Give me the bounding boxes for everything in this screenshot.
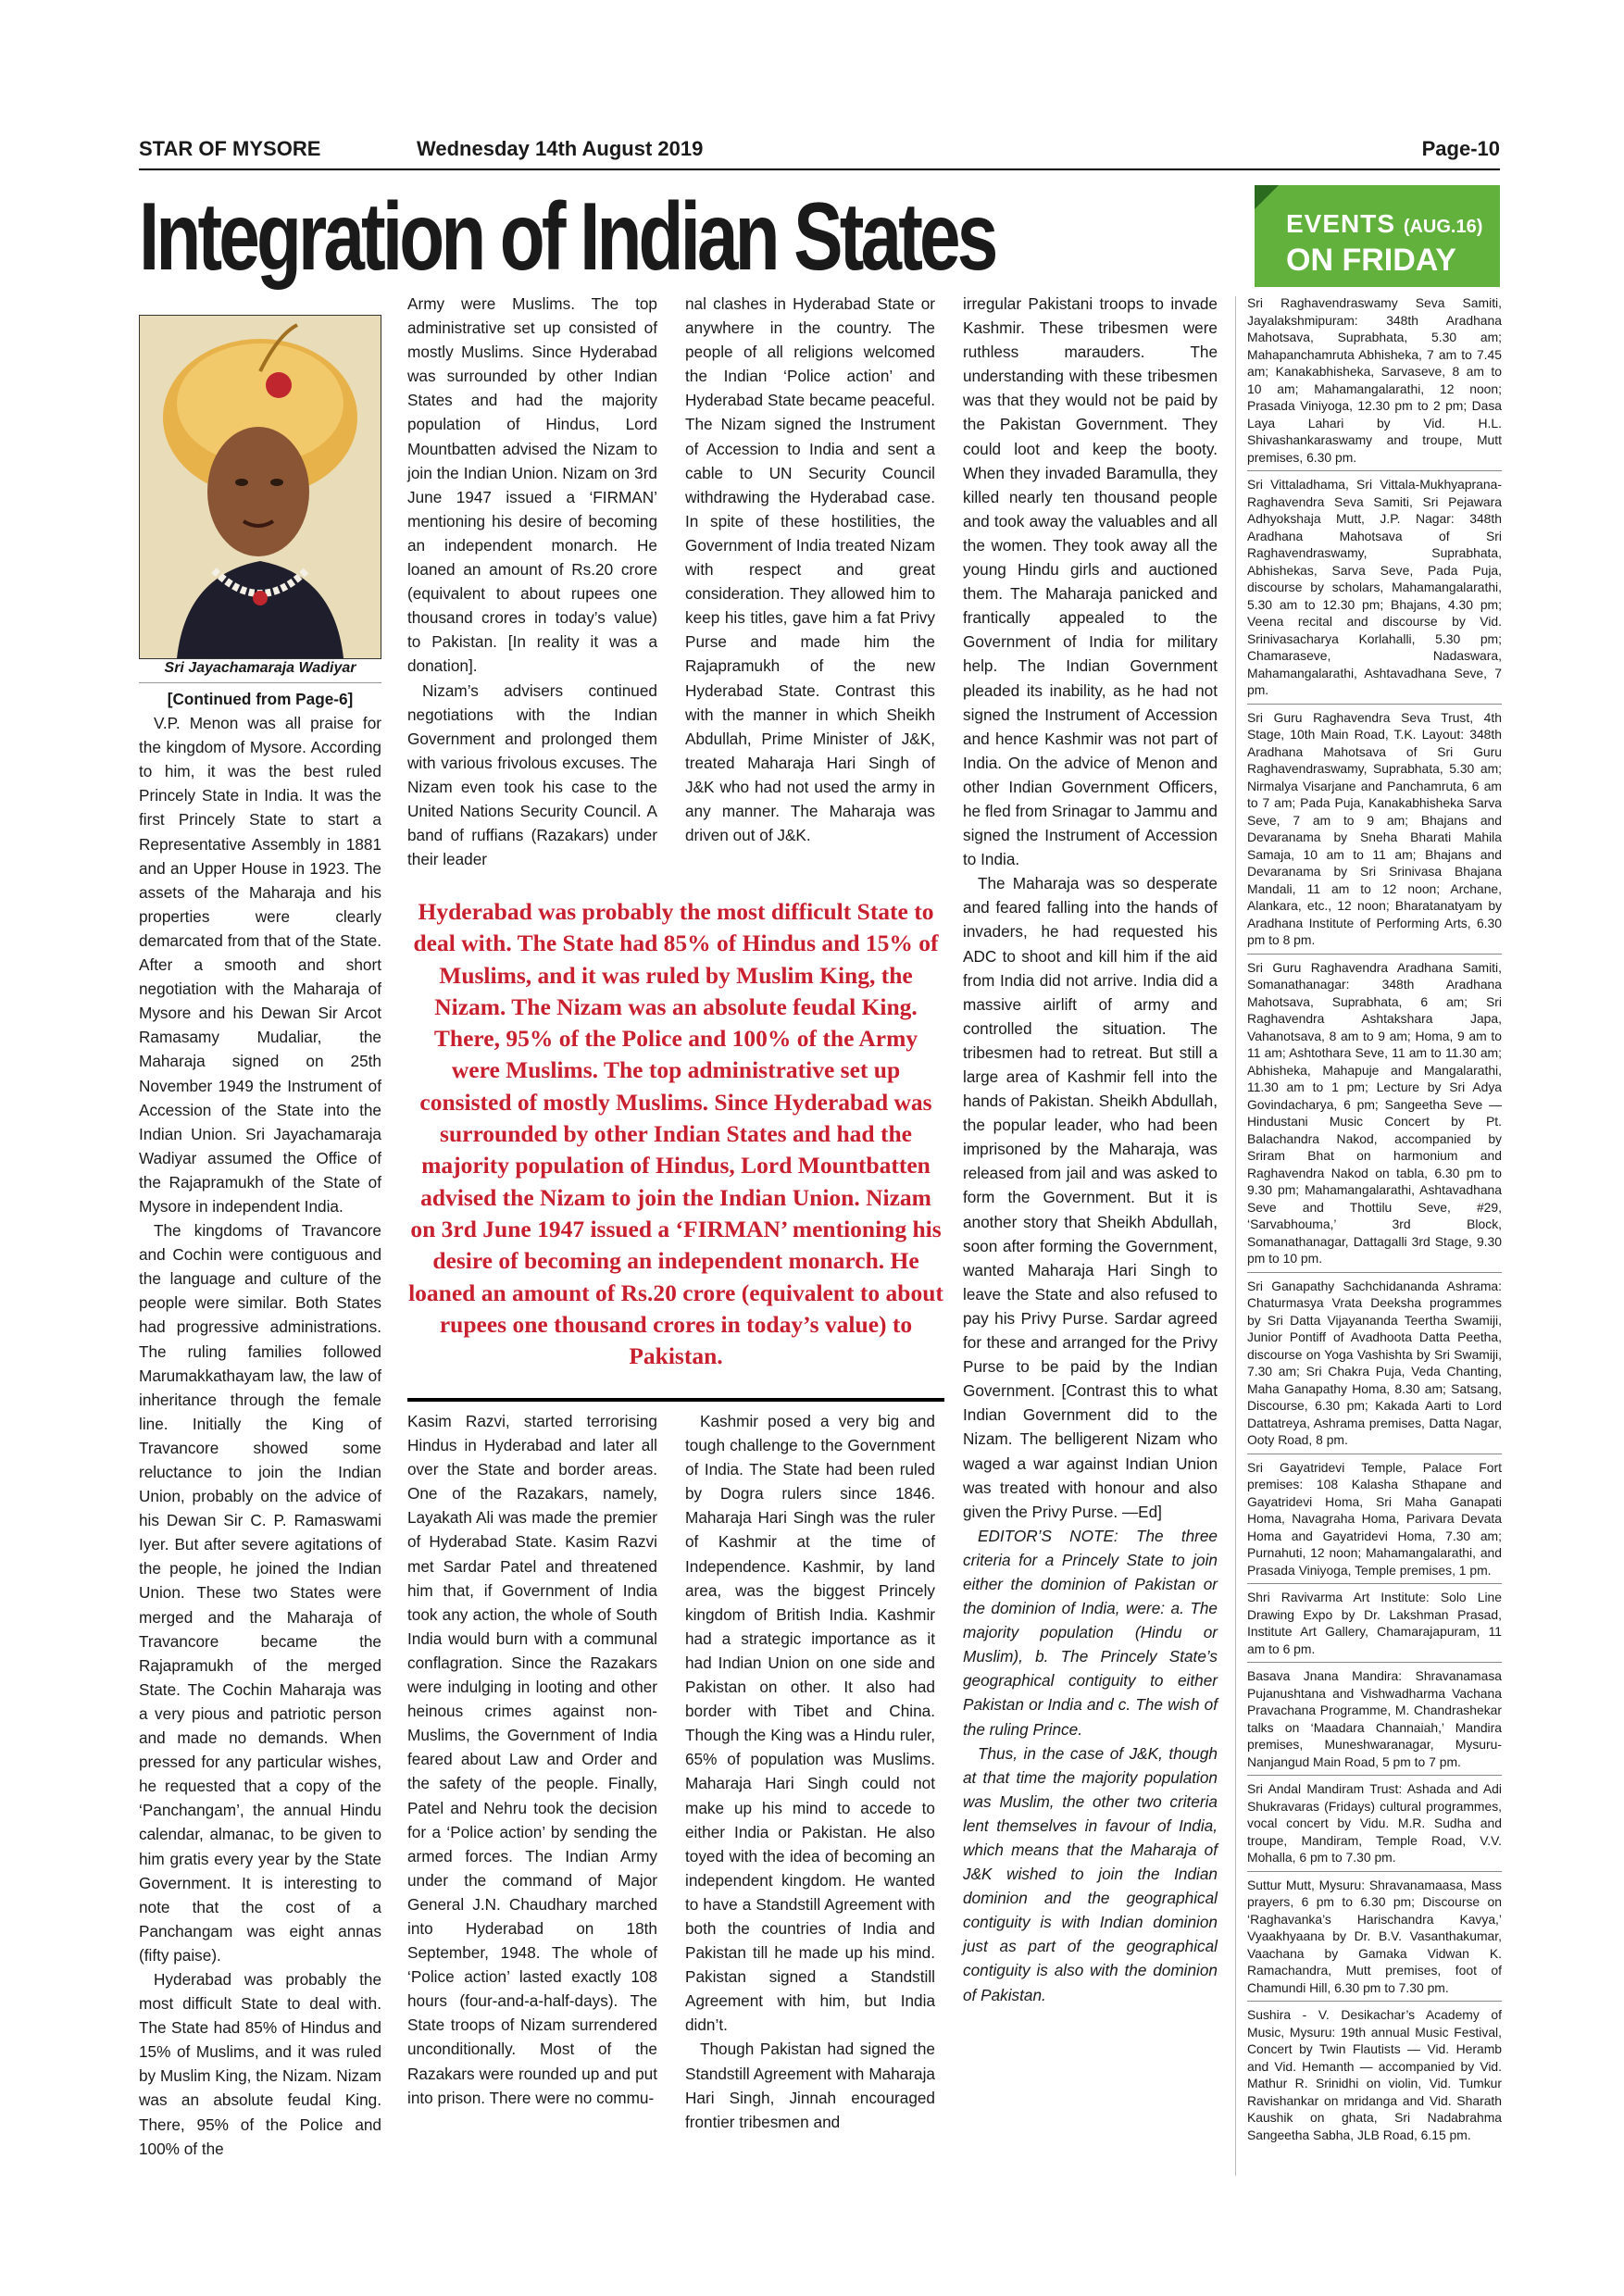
article-paragraph: Nizam’s advisers continued negotiations with the Indian Government and prolonged them with various frivolous excuses. The Nizam even took his case to the United Nations Security Council. A band of ruffians (Razakars) under their leader [407, 680, 657, 869]
events-divider [1235, 296, 1236, 2176]
pull-quote: Hyderabad was probably the most difficult State to deal with. The State had 85% of Hindus and 15% of Muslims, and it was ruled by Muslim King, the Nizam. The Nizam was an absolute feudal King. There, 95% of the Police and 100% of the Army were Muslims. The top administrative set up consisted of mostly Muslims. Since Hyderabad was surrounded by other Indian States and had the majority population of Hindus, Lord Mountbatten advised the Nizam to join the Indian Union. Nizam on 3rd June 1947 issued a ‘FIRMAN’ mentioning his desire of becoming an independent monarch. He loaned an amount of Rs.20 crore (equivalent to about rupees one thousand crores in today’s value) to Pakistan. [408, 898, 943, 1370]
article-paragraph: Hyderabad was probably the most difficult State to deal with. The State had 85% of Hindus and 15% of Muslims, and it was ruled by Muslim King, the Nizam. Nizam was an absolute feudal King. There, 95% of the Police and 100% of the [139, 1969, 381, 2158]
continuation-note: [Continued from Page-6] [167, 690, 354, 708]
events-day: ON FRIDAY [1286, 243, 1456, 278]
event-item: Sri Raghavendraswamy Seva Samiti, Jayalakshmipuram: 348th Aradhana Mahotsava, Suprabhata, 5.30 am; Mahapanchamruta Abhisheka, 7 am to 7.45 am; Kanakabhisheka, Sarvaseve, 8 am to 10 am; Mahamangalarathi, 12 noon; Prasada Viniyoga, 12.30 pm to 2 pm; Dasa Laya Lahari by Vid. H.L. Shivashankaraswamy and troupe, Mutt premises, 6.30 pm. [1247, 294, 1502, 471]
article-paragraph: The Maharaja was so desperate and feared falling into the hands of invaders, he had requested his ADC to shoot and kill him if the aid from India did not arrive. India did a massive airlift of army and controlled the situation. The tribesmen had to retreat. But still a large area of Kashmir fell into the hands of Pakistan. Sheikh Abdullah, the popular leader, who had been imprisoned by the Maharaja, was released from jail and was asked to form the Government. But it is another story that Sheikh Abdullah, soon after forming the Government, wanted Maharaja Hari Singh to leave the State and also refused to pay his Privy Purse. Sardar agreed for these and arranged for the Privy Purse to be paid by the Indian Government. [Contrast this to what Indian Government did to the Nizam. The belligerent Nizam who waged a war against Indian Union was treated with honour and also given the Privy Purse. —Ed] [963, 874, 1218, 1521]
column-3-top [685, 292, 935, 847]
column-4 [963, 292, 1218, 2007]
editors-note: EDITOR’S NOTE: The three criteria for a Princely State to join either the dominion of Pakistan or the dominion of India, were: a. The majority population (Hindu or Muslim), b. The Princely State’s geographical contiguity to either Pakistan or India and c. The wish of the ruling Prince. [963, 1526, 1218, 1739]
column-2-bottom [407, 1409, 657, 2110]
event-item: Sushira - V. Desikachar’s Academy of Music, Mysuru: 19th annual Music Festival, Concert by Twin Flautists — Vid. Heramb and Vid. Hemanth — accompanied by Vid. Mathur R. Srinidhi on violin, Vid. Tumkur Ravishankar on mridanga and Vid. Sharath Kaushik on ghata, Sri Nadabrahma Sangeetha Sabha, JLB Road, 6.15 pm. [1247, 2007, 1502, 2142]
event-item: Sri Gayatridevi Temple, Palace Fort premises: 108 Kalasha Sthapane and Gayatridevi Homa, Sri Maha Ganapati Homa, Navagraha Homa, Parivara Devata Homa and Gayatridevi Homa, 7.30 am; Purnahuti, 12 noon; Mahamangalarathi, and Prasada Viniyoga, Temple premises, 1 pm. [1247, 1459, 1502, 1585]
page-number: Page-10 [1421, 137, 1500, 160]
event-item: Sri Vittaladhama, Sri Vittala-Mukhyaprana-Raghavendra Seva Samiti, Sri Pejawara Adhyokshaja Mutt, J.P. Nagar: 348th Aradhana Mahotsava of Sri Raghavendraswamy, Suprabhata, Abhishekas, Sarva Seve, Pada Puja, discourse by scholars, Mahamangalarathi, 5.30 am to 12.30 pm; Bhajans, 4.30 pm; Veena recital and discourse by Vid. Srinivasacharya Korlahalli, 5.30 pm; Chamaraseve, Nadaswara, Mahamangalarathi, Ashtavadhana Seve, 7 pm. [1247, 476, 1502, 705]
newspaper-name: STAR OF MYSORE [139, 137, 321, 160]
column-1 [139, 687, 381, 2161]
article-paragraph: V.P. Menon was all praise for the kingdom of Mysore. According to him, it was the best ruled Princely State in India. It was the first Princely State to start a Representative Assembly in 1881 and an Upper House in 1923. The assets of the Maharaja and his properties were clearly demarcated from that of the State. After a smooth and short negotiation with the Maharaja of Mysore and his Dewan Sir Arcot Ramasamy Mudaliar, the Maharaja signed on 25th November 1949 the Instrument of Accession of the State into the Indian Union. Sri Jayachamaraja Wadiyar assumed the Office of the Rajapramukh of the State of Mysore in independent India. [139, 714, 381, 1216]
masthead-rule [139, 168, 1500, 170]
article-paragraph: Thus, in the case of J&K, though at that time the majority population was Muslim, the other two criteria lent themselves in favour of India, which means that the Maharaja of J&K wished to join the Indian dominion and the geographical contiguity is with Indian dominion just as part of the geographical contiguity is also with the dominion of Pakistan. [963, 1743, 1218, 2004]
article-paragraph: Though Pakistan had signed the Standstill Agreement with Maharaja Hari Singh, Jinnah encouraged frontier tribesmen and [685, 2040, 935, 2131]
headline: Integration of Indian States [139, 183, 995, 291]
article-paragraph: Kashmir posed a very big and tough challenge to the Government of India. The State had been ruled by Dogra rulers since 1846. Maharaja Hari Singh was the ruler of Kashmir at the time of Independence. Kashmir, by land area, was the biggest Princely kingdom of British India. Kashmir had a strategic importance as it had Indian Union on one side and Pakistan on other. It also had border with Tibet and China. Though the King was a Hindu ruler, 65% of population was Muslims. Maharaja Hari Singh could not make up his mind to accede to either India or Pakistan. He also toyed with the idea of becoming an independent kingdom. He wanted to have a Standstill Agreement with both the countries of India and Pakistan till he made up his mind. Pakistan signed a Standstill Agreement with him, but India didn’t. [685, 1412, 935, 2035]
events-banner [1255, 185, 1500, 287]
event-item: Sri Guru Raghavendra Aradhana Samiti, Somanathanagar: 348th Aradhana Mahotsava, Suprabhata, 6 am; Sri Raghavendra Ashtakshara Japa, Vahanotsava, 8 am to 9 am; Homa, 9 am to 11 am; Ashtothara Seve, 11 am to 11.30 am; Abhisheka, Mahapuje and Mangalarathi, 11.30 am to 1 pm; Lecture by Sri Adya Govindacharya, 6 pm; Sangeetha Seve — Hindustani Music Concert by Pt. Balachandra Nakod, accompanied by Sriram Bhat on harmonium and Raghavendra Nakod on tabla, 6.30 pm to 9.30 pm; Mahamangalarathi, Ashtavadhana Seve and Thottilu Seve, #29, ‘Sarvabhouma,’ 3rd Block, Somanathanagar, Dattagalli 3rd Stage, 9.30 pm to 10 pm. [1247, 959, 1502, 1273]
article-paragraph: Kasim Razvi, started terrorising Hindus in Hyderabad and later all over the State and border areas. One of the Razakars, namely, Layakath Ali was made the premier of Hyderabad State. Kasim Razvi met Sardar Patel and threatened him that, if Government of India took any action, the whole of South India would burn with a communal conflagration. Since the Razakars were indulging in looting and other heinous crimes against non-Muslims, the Government of India feared about Law and Order and the safety of the people. Finally, Patel and Nehru took the decision for a ‘Police action’ by sending the armed forces. The Indian Army under the command of Major General J.N. Chaudhary marched into Hyderabad on 18th September, 1948. The whole of ‘Police action’ lasted exactly 108 hours (four-and-a-half-days). The State troops of Nizam surrendered unconditionally. Most of the Razakars were rounded up and put into prison. There were no commu- [407, 1412, 657, 2107]
masthead [139, 137, 1500, 168]
article-paragraph: The kingdoms of Travancore and Cochin were contiguous and the language and culture of the people were similar. Both States had progressive administrations. The ruling families followed Marumakkathayam law, the law of inheritance through the female line. Initially the King of Travancore showed some reluctance to join the Indian Union, probably on the advice of his Dewan Sir C. P. Ramaswami Iyer. But after severe agitations of the people, he joined the Indian Union. These two States were merged and the Maharaja of Travancore became the Rajapramukh of the merged State. The Cochin Maharaja was a very pious and patriotic person and made no demands. When pressed for any particular wishes, he requested that a copy of the ‘Panchangam’, the annual Hindu calendar, almanac, to be given to him gratis every year by the State Government. It is interesting to note that the cost of a Panchangam was eight annas (fifty paise). [139, 1221, 381, 1965]
column-3-bottom [685, 1409, 935, 2134]
issue-date: Wednesday 14th August 2019 [417, 137, 704, 160]
portrait-photo [139, 315, 381, 659]
article-paragraph: Army were Muslims. The top administrative set up consisted of mostly Muslims. Since Hyderabad was surrounded by other Indian States and had the majority population of Hindus, Lord Mountbatten advised the Nizam to join the Indian Union. Nizam on 3rd June 1947 issued a ‘FIRMAN’ mentioning his desire of becoming an independent monarch. He loaned an amount of Rs.20 crore (equivalent to about rupees one thousand crores in today’s value) to Pakistan. [In reality it was a donation]. [407, 294, 657, 676]
event-item: Sri Ganapathy Sachchidananda Ashrama: Chaturmasya Vrata Deeksha programmes by Sri Datta Vijayananda Teertha Swamiji, Junior Pontiff of Avadhoota Datta Peetha, discourse on Yoga Vashishta by Sri Swamiji, 7.30 am; Sri Chakra Puja, Veda Chanting, Maha Ganapathy Homa, 8.30 am; Satsang, Discourse, 6.30 pm; Kakada Aarti to Lord Dattatreya, Ashrama premises, Datta Nagar, Ooty Road, 8 pm. [1247, 1278, 1502, 1454]
events-label: EVENTS (AUG.16) [1286, 209, 1483, 238]
portrait-caption: Sri Jayachamaraja Wadiyar [139, 660, 381, 683]
maharaja-portrait-icon [140, 316, 381, 658]
event-item: Basava Jnana Mandira: Shravanamasa Pujanushtana and Vishwadharma Vachana Pravachana Programme, M. Chandrashekar talks on ‘Maadara Channaiah,’ Mandira premises, Muneshwaranagar, Mysuru-Nanjangud Main Road, 5 pm to 7 pm. [1247, 1667, 1502, 1776]
article-paragraph: irregular Pakistani troops to invade Kashmir. These tribesmen were ruthless marauders. The understanding with these tribesmen was that they would not be paid by the Pakistan Government. They could loot and keep the booty. When they invaded Baramulla, they killed nearly ten thousand people and took away the valuables and all the women. They took away all the young Hindu girls and auctioned them. The Maharaja panicked and frantically appealed to the Government of India for military help. The Indian Government pleaded its inability, as he had not signed the Instrument of Accession and hence Kashmir was not part of India. On the advice of Menon and other Indian Government Officers, he fled from Srinagar to Jammu and signed the Instrument of Accession to India. [963, 294, 1218, 869]
column-2-top [407, 292, 657, 871]
event-item: Sri Guru Raghavendra Seva Trust, 4th Stage, 10th Main Road, T.K. Layout: 348th Aradhana Mahotsava of Sri Guru Raghavendraswamy, Suprabhata, 5.30 am; Nirmalya Visarjane and Panchamruta, 6 am to 7 am; Pada Puja, Kanakabhisheka Sarva Seve, 7 am to 9 am; Bhajans and Devaranama by Sneha Bharati Mahila Samaja, 10 am to 11 am; Bhajans and Devaranama by Sri Srinivasa Bhajana Mandali, 11 am to 12 noon; Archane, Alankara, etc., 12 noon; Bharatanatyam by Aradhana Institute of Performing Arts, 6.30 pm to 8 pm. [1247, 709, 1502, 955]
event-item: Sri Andal Mandiram Trust: Ashada and Adi Shukravaras (Fridays) cultural programmes, vocal concert by Vidu. M.R. Sudha and troupe, Mandiram, Temple Road, V.V. Mohalla, 6 pm to 7.30 pm. [1247, 1780, 1502, 1872]
event-item: Shri Ravivarma Art Institute: Solo Line Drawing Expo by Dr. Lakshman Prasad, Institute Art Gallery, Chamarajapuram, 11 am to 6 pm. [1247, 1589, 1502, 1663]
article-paragraph: nal clashes in Hyderabad State or anywhere in the country. The people of all religions welcomed the Indian ‘Police action’ and Hyderabad State became peaceful. The Nizam signed the Instrument of Accession to India and sent a cable to UN Security Council withdrawing the Hyderabad case. In spite of these hostilities, the Government of India treated Nizam with respect and great consideration. They allowed him to keep his titles, gave him a fat Privy Purse and made him the Rajapramukh of the new Hyderabad State. Contrast this with the manner in which Sheikh Abdullah, Prime Minister of J&K, treated Maharaja Hari Singh of J&K who had not used the army in any manner. The Maharaja was driven out of J&K. [685, 294, 935, 845]
corner-fold-icon [1255, 185, 1279, 209]
events-list [1247, 294, 1502, 2152]
pull-quote-rule [407, 1398, 944, 1402]
event-item: Suttur Mutt, Mysuru: Shravanamaasa, Mass prayers, 6 pm to 6.30 pm; Discourse on ‘Raghavanka’s Harischandra Kavya,’ Vyaakhyaana by Dr. B.V. Vasanthakumar, Vaachana by Gamaka Vidwan K. Ramachandra, Mutt premises, foot of Chamundi Hill, 6.30 pm to 7.30 pm. [1247, 1877, 1502, 2003]
